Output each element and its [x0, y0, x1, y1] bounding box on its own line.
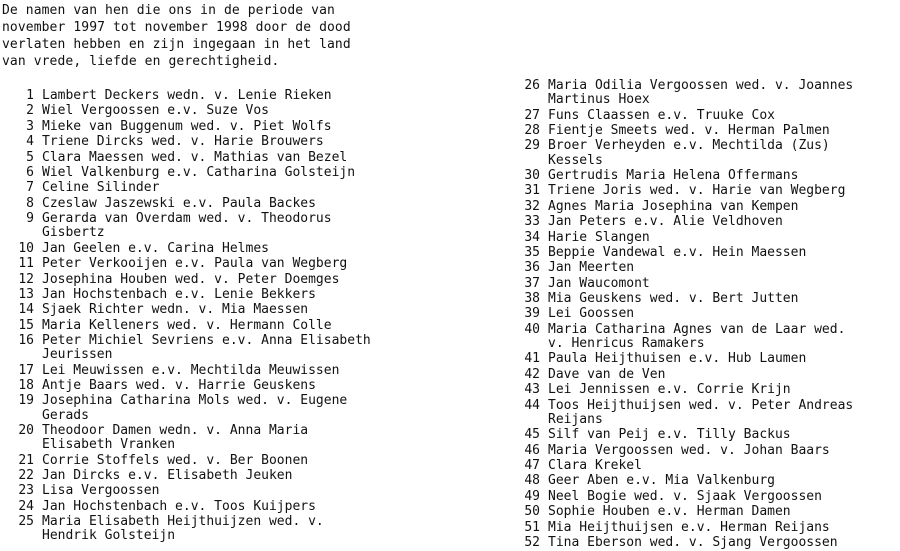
entry-text: Maria Catharina Agnes van de Laar wed.	[548, 321, 846, 337]
entry-text: Jan Meerten	[548, 260, 635, 276]
entry-number: 41	[524, 351, 540, 367]
entry-number: 39	[524, 306, 540, 322]
list-item	[10, 288, 440, 302]
list-item	[516, 444, 896, 458]
entry-text-continuation: Hendrik Golsteijn	[42, 528, 176, 544]
entry-number: 4	[26, 134, 34, 150]
entry-number: 28	[524, 122, 540, 138]
entry-number: 1	[26, 88, 34, 103]
entry-number: 33	[524, 214, 540, 230]
intro-line: november 1997 tot november 1998 door de dood	[2, 20, 351, 35]
entry-text: Lisa Vergoossen	[42, 483, 160, 499]
entry-number: 32	[524, 198, 540, 214]
entry-number: 20	[18, 423, 34, 439]
entry-text: Maria Odilia Vergoossen wed. v. Joannes	[548, 78, 854, 93]
entry-number: 36	[524, 260, 540, 276]
list-item	[516, 261, 896, 275]
entry-text: Peter Verkooijen e.v. Paula van Wegberg	[42, 256, 348, 272]
entry-text: Josephina Catharina Mols wed. v. Eugene	[42, 393, 348, 409]
list-item	[10, 515, 440, 543]
entry-number: 49	[524, 488, 540, 504]
entry-number: 15	[18, 317, 34, 333]
entry-text: Jan Peters e.v. Alie Veldhoven	[548, 214, 783, 230]
list-item	[516, 277, 896, 291]
entry-text-continuation: Gisbertz	[42, 225, 105, 241]
list-item	[10, 89, 440, 103]
list-item	[516, 292, 896, 306]
entry-text: Fientje Smeets wed. v. Herman Palmen	[548, 122, 830, 138]
entry-text: Lei Goossen	[548, 306, 635, 322]
entry-number: 25	[18, 514, 34, 530]
entry-text: Czeslaw Jaszewski e.v. Paula Backes	[42, 195, 316, 211]
list-item	[10, 424, 440, 452]
list-item	[10, 166, 440, 180]
list-item	[516, 368, 896, 382]
entry-number: 12	[18, 271, 34, 287]
entry-text: Maria Elisabeth Heijthuijzen wed. v.	[42, 514, 324, 530]
list-item	[10, 364, 440, 378]
entry-text: Harie Slangen	[548, 229, 650, 245]
entry-text-continuation: Elisabeth Vranken	[42, 437, 176, 453]
entry-number: 7	[26, 180, 34, 196]
entry-number: 52	[524, 534, 540, 550]
list-item	[10, 319, 440, 333]
entry-number: 16	[18, 333, 34, 349]
entry-number: 18	[18, 378, 34, 394]
entry-number: 9	[26, 211, 34, 227]
entry-text: Wiel Vergoossen e.v. Suze Vos	[42, 103, 269, 119]
entry-text: Lei Meuwissen e.v. Mechtilda Meuwissen	[42, 362, 340, 378]
list-item	[516, 200, 896, 214]
entry-text: Triene Dircks wed. v. Harie Brouwers	[42, 134, 324, 150]
entry-text: Jan Geelen e.v. Carina Helmes	[42, 240, 269, 256]
entry-number: 35	[524, 244, 540, 260]
list-item	[516, 323, 896, 351]
entry-number: 27	[524, 107, 540, 123]
list-item	[10, 120, 440, 134]
entry-number: 48	[524, 473, 540, 489]
entry-number: 13	[18, 286, 34, 302]
entry-text: Geer Aben e.v. Mia Valkenburg	[548, 473, 775, 489]
entry-number: 45	[524, 427, 540, 443]
entry-text-continuation: Reijans	[548, 411, 603, 427]
entry-text: Beppie Vandewal e.v. Hein Maessen	[548, 244, 807, 260]
entry-text: Maria Vergoossen wed. v. Johan Baars	[548, 442, 830, 458]
entry-text: Josephina Houben wed. v. Peter Doemges	[42, 271, 340, 287]
entry-number: 44	[524, 397, 540, 413]
entry-number: 38	[524, 291, 540, 307]
entry-number: 29	[524, 138, 540, 154]
entry-text: Jan Waucomont	[548, 275, 650, 291]
list-item	[516, 383, 896, 397]
entry-number: 11	[18, 256, 34, 272]
list-item	[10, 273, 440, 287]
entry-number: 37	[524, 275, 540, 291]
entry-number: 50	[524, 504, 540, 520]
list-item	[516, 428, 896, 442]
entry-text: Dave van de Ven	[548, 366, 666, 382]
list-item	[516, 307, 896, 321]
entry-text: Corrie Stoffels wed. v. Ber Boonen	[42, 452, 309, 468]
list-item	[10, 242, 440, 256]
entry-text: Tina Eberson wed. v. Sjang Vergoossen	[548, 534, 838, 550]
entry-text: Silf van Peij e.v. Tilly Backus	[548, 427, 791, 443]
entry-number: 43	[524, 382, 540, 398]
entry-number: 30	[524, 167, 540, 183]
entry-number: 51	[524, 519, 540, 535]
entry-number: 14	[18, 302, 34, 318]
list-item	[10, 469, 440, 483]
entry-text: Sjaek Richter wedn. v. Mia Maessen	[42, 302, 309, 318]
list-item	[516, 399, 896, 427]
list-item	[10, 394, 440, 422]
list-item	[10, 181, 440, 195]
list-item	[10, 379, 440, 393]
entry-text: Gerarda van Overdam wed. v. Theodorus	[42, 211, 332, 227]
list-item	[10, 212, 440, 240]
entry-text: Funs Claassen e.v. Truuke Cox	[548, 107, 775, 123]
entry-text: Antje Baars wed. v. Harrie Geuskens	[42, 378, 316, 394]
list-item	[10, 454, 440, 468]
entry-text: Triene Joris wed. v. Harie van Wegberg	[548, 183, 846, 199]
entry-number: 23	[18, 483, 34, 499]
entry-text: Maria Kelleners wed. v. Hermann Colle	[42, 317, 332, 333]
entry-text: Mia Geuskens wed. v. Bert Jutten	[548, 291, 799, 307]
entry-number: 26	[524, 78, 540, 93]
entry-text-continuation: Gerads	[42, 407, 89, 423]
list-item	[516, 215, 896, 229]
entry-number: 17	[18, 362, 34, 378]
list-item	[516, 459, 896, 473]
list-item	[516, 109, 896, 123]
entry-number: 22	[18, 468, 34, 484]
list-item	[516, 184, 896, 198]
list-item	[516, 169, 896, 183]
entry-number: 46	[524, 442, 540, 458]
list-item	[10, 303, 440, 317]
list-item	[10, 151, 440, 165]
list-item	[516, 505, 896, 519]
entry-text: Agnes Maria Josephina van Kempen	[548, 198, 799, 214]
entry-text: Mia Heijthuijsen e.v. Herman Reijans	[548, 519, 830, 535]
list-item	[516, 521, 896, 535]
list-item	[10, 484, 440, 498]
entry-text: Clara Maessen wed. v. Mathias van Bezel	[42, 149, 348, 165]
entry-number: 40	[524, 321, 540, 337]
entry-number: 8	[26, 195, 34, 211]
entry-text: Mieke van Buggenum wed. v. Piet Wolfs	[42, 118, 332, 134]
entry-text-continuation: Martinus Hoex	[548, 92, 650, 108]
list-item	[516, 474, 896, 488]
entry-text: Clara Krekel	[548, 458, 642, 474]
entry-number: 21	[18, 452, 34, 468]
intro-text	[2, 2, 351, 70]
entry-number: 42	[524, 366, 540, 382]
entry-text-continuation: Jeurissen	[42, 347, 113, 363]
entry-number: 10	[18, 240, 34, 256]
entry-text: Broer Verheyden e.v. Mechtilda (Zus)	[548, 138, 830, 154]
entry-text: Paula Heijthuisen e.v. Hub Laumen	[548, 351, 807, 367]
entry-text: Peter Michiel Sevriens e.v. Anna Elisabeth	[42, 333, 371, 349]
list-item	[10, 500, 440, 514]
intro-line: verlaten hebben en zijn ingegaan in het land	[2, 37, 351, 52]
list-item	[516, 79, 896, 107]
entry-number: 24	[18, 498, 34, 514]
entry-number: 31	[524, 183, 540, 199]
entry-number: 34	[524, 229, 540, 245]
entry-text: Theodoor Damen wedn. v. Anna Maria	[42, 423, 309, 439]
entry-text: Neel Bogie wed. v. Sjaak Vergoossen	[548, 488, 822, 504]
entry-text: Jan Dircks e.v. Elisabeth Jeuken	[42, 468, 293, 484]
right-name-list	[516, 79, 896, 551]
entry-text: Lei Jennissen e.v. Corrie Krijn	[548, 382, 791, 398]
entry-text: Jan Hochstenbach e.v. Lenie Bekkers	[42, 286, 316, 302]
entry-number: 6	[26, 164, 34, 180]
list-item	[516, 231, 896, 245]
list-item	[516, 124, 896, 138]
list-item	[10, 197, 440, 211]
list-item	[516, 490, 896, 504]
list-item	[516, 352, 896, 366]
left-name-list	[10, 89, 440, 545]
entry-number: 19	[18, 393, 34, 409]
entry-text: Jan Hochstenbach e.v. Toos Kuijpers	[42, 498, 316, 514]
list-item	[516, 139, 896, 167]
entry-text: Lambert Deckers wedn. v. Lenie Rieken	[42, 88, 332, 103]
list-item	[516, 246, 896, 260]
intro-line: De namen van hen die ons in de periode van	[2, 3, 335, 18]
entry-text: Toos Heijthuijsen wed. v. Peter Andreas	[548, 397, 854, 413]
entry-text-continuation: Kessels	[548, 152, 603, 168]
entry-text: Wiel Valkenburg e.v. Catharina Golsteijn	[42, 164, 356, 180]
entry-text: Celine Silinder	[42, 180, 160, 196]
entry-text: Gertrudis Maria Helena Offermans	[548, 167, 799, 183]
entry-text: Sophie Houben e.v. Herman Damen	[548, 504, 791, 520]
list-item	[10, 257, 440, 271]
entry-number: 2	[26, 103, 34, 119]
entry-number: 3	[26, 118, 34, 134]
entry-text-continuation: v. Henricus Ramakers	[548, 336, 705, 352]
list-item	[10, 104, 440, 118]
list-item	[10, 334, 440, 362]
entry-number: 5	[26, 149, 34, 165]
list-item	[516, 536, 896, 550]
intro-line: van vrede, liefde en gerechtigheid.	[2, 54, 280, 69]
entry-number: 47	[524, 458, 540, 474]
list-item	[10, 135, 440, 149]
